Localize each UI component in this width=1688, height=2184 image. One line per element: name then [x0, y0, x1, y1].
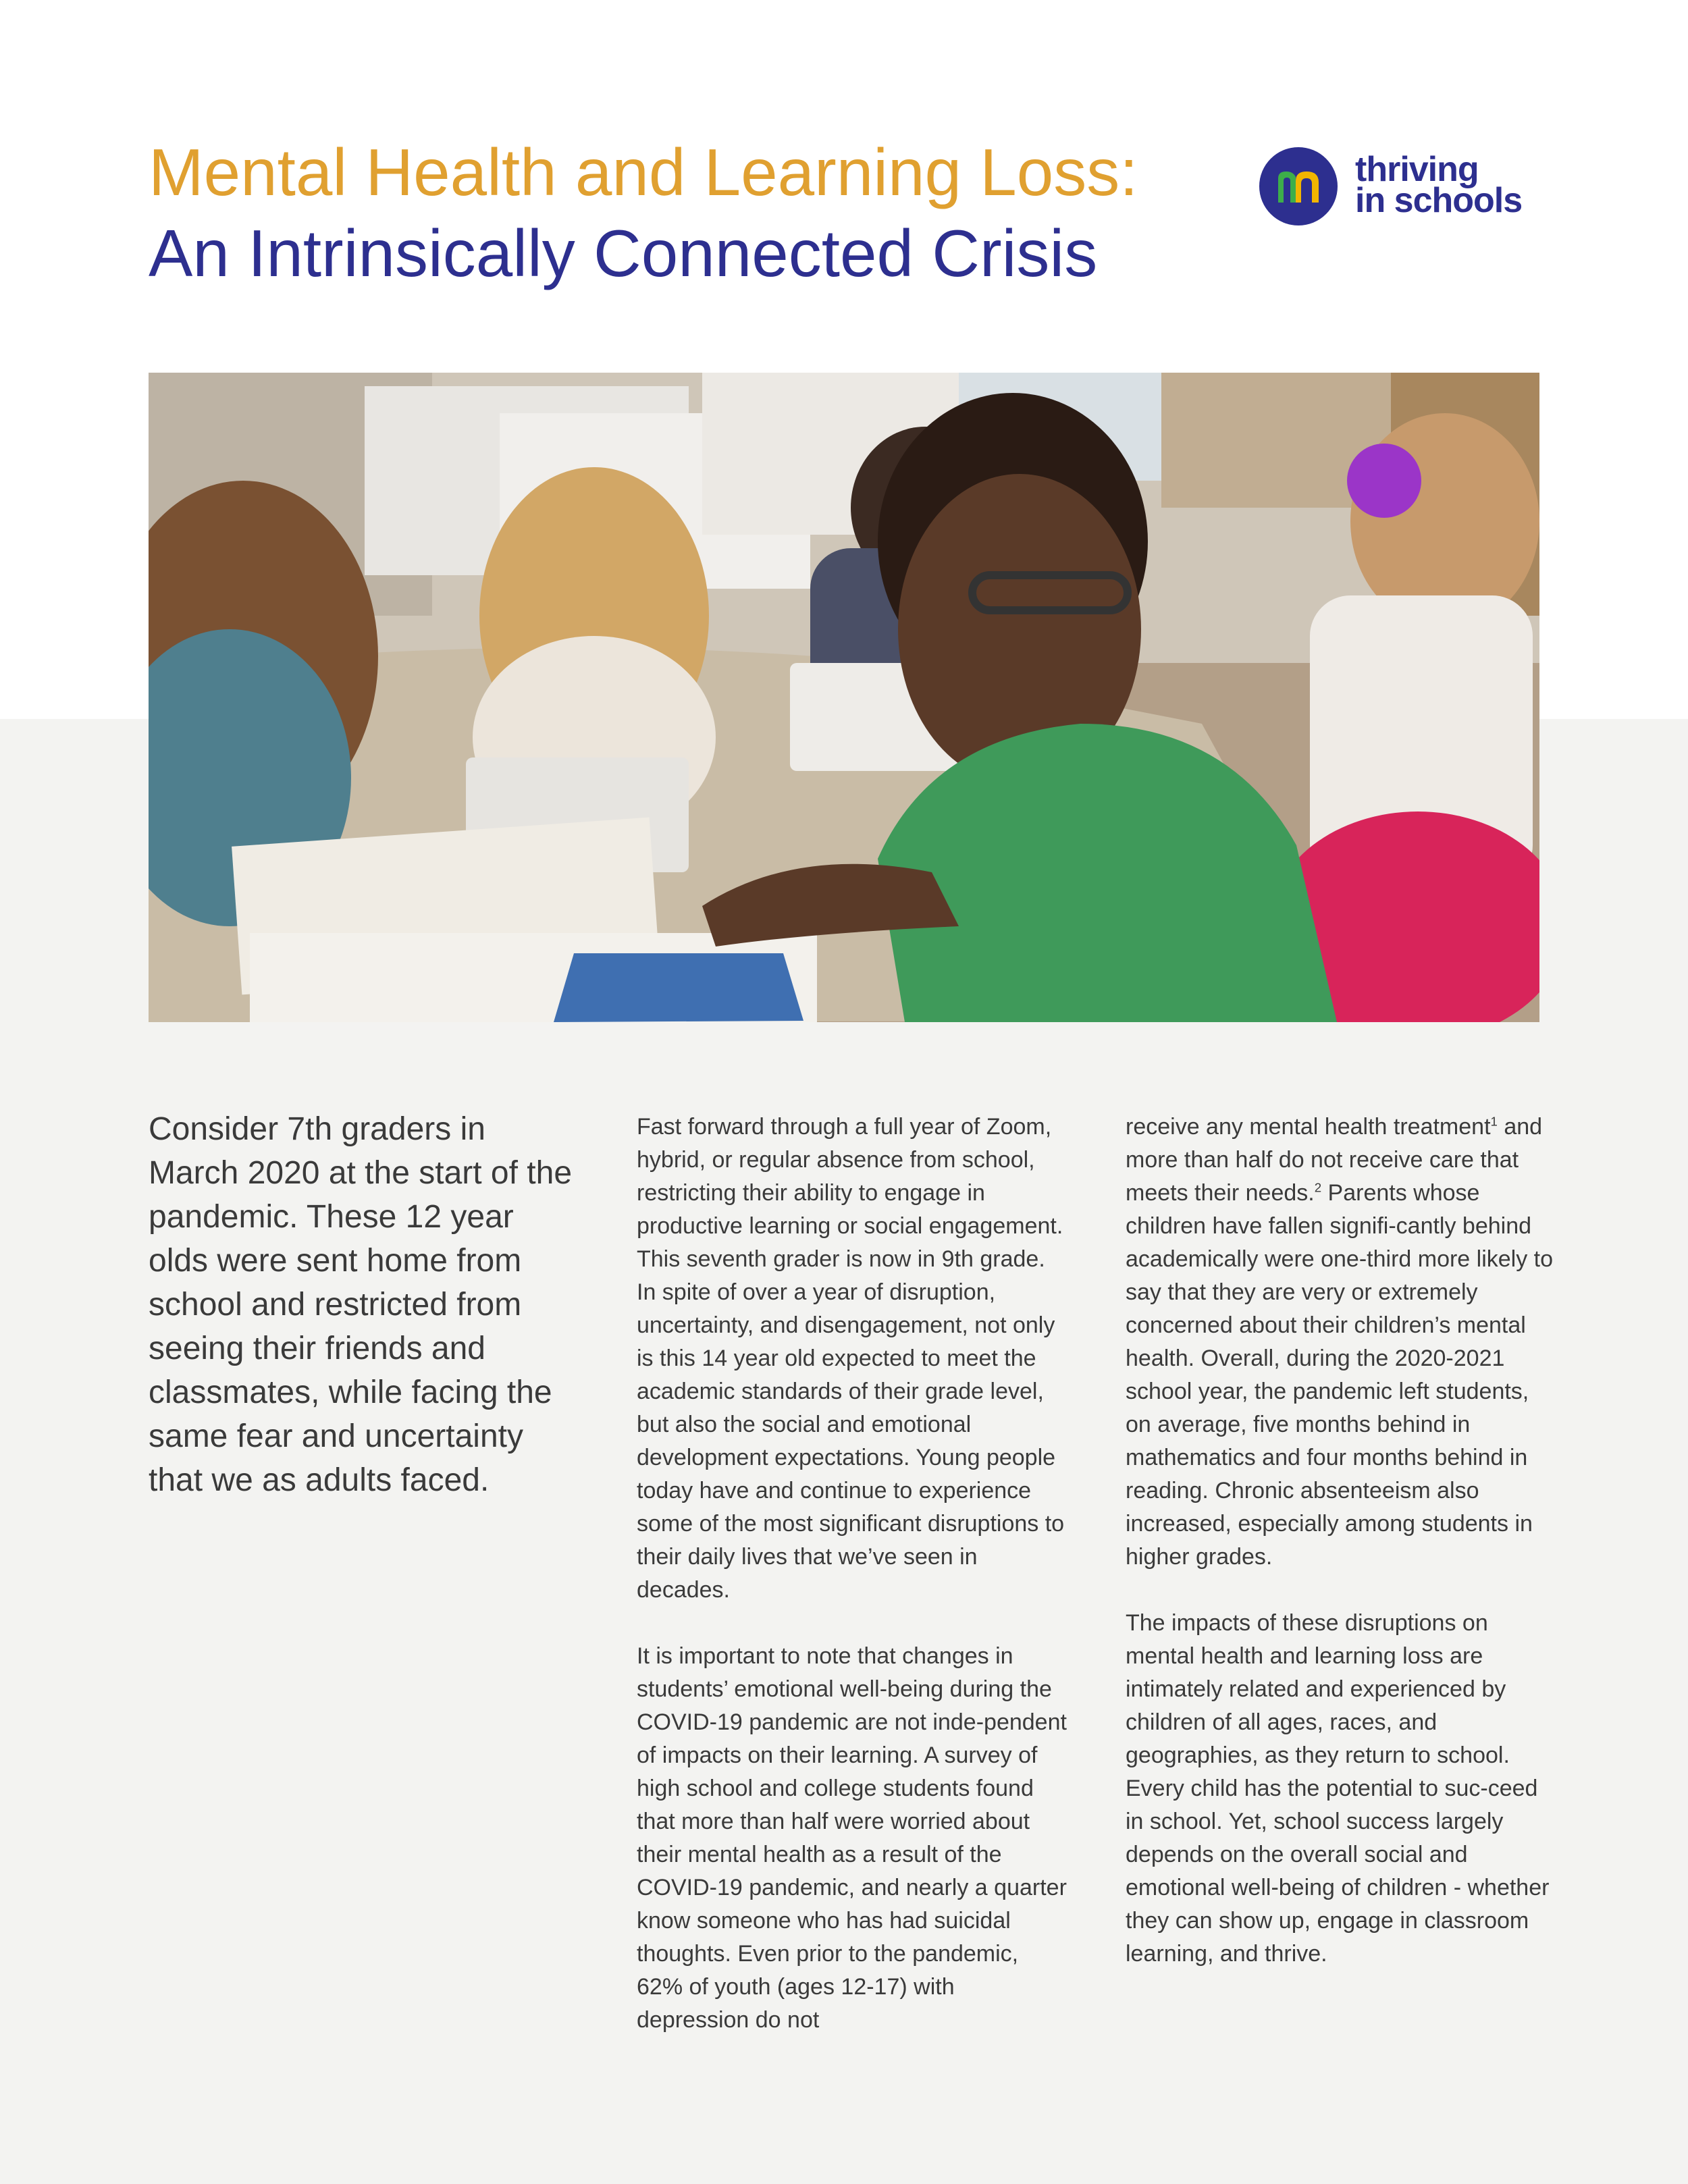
footnote-1: 1 — [1490, 1114, 1498, 1129]
column3-paragraph-1 — [1126, 1111, 1558, 1574]
column3-paragraph-1-part-c: Parents whose children have fallen signifi-cantly behind academically were one-third more likely to say that they are very or extremely concerned about their children’s mental health. Overall, during the 2020-2021 school year, the pandemic left students, on average, five months behind in mathematics and four months behind in reading. Chronic absenteeism also increased, especially among students in higher grades. — [1126, 1180, 1554, 1570]
body-column-3 — [1126, 1111, 1558, 2004]
column3-paragraph-2: The impacts of these disruptions on mental health and learning loss are intimately related and experienced by children of all ages, races, and geographies, as they return to school. Every child has the potential to suc-ceed in school. Yet, school success largely depends on the overall social and emotional well-being of children - whether they can show up, engage in classroom learning, and thrive. — [1126, 1610, 1550, 1967]
thriving-in-schools-logo — [1259, 147, 1543, 227]
title-line-1: Mental Health and Learning Loss: — [149, 135, 1138, 209]
footnote-2: 2 — [1314, 1180, 1322, 1195]
logo-text-line-2: in schools — [1355, 181, 1523, 220]
logo-mark-icon — [1259, 147, 1338, 225]
body-column-2 — [637, 1111, 1069, 2070]
logo-wordmark — [1355, 150, 1523, 220]
logo-text-line-1: thriving — [1355, 150, 1479, 189]
intro-paragraph: Consider 7th graders in March 2020 at the start of the pandemic. These 12 year olds were sent home from school and restricted from seeing their friends and classmates, while facing the same fear and uncertainty that we as adults faced. — [149, 1111, 573, 1498]
column2-paragraph-1: Fast forward through a full year of Zoom, hybrid, or regular absence from school, restricting their ability to engage in productive learning or social engagement. This seventh grader is now in 9th grade. In spite of over a year of disruption, uncertainty, and disengagement, not only is this 14 year old expected to meet the academic standards of their grade level, but also the social and emotional development expectations. Young people today have and continue to experience some of the most significant disruptions to their daily lives that we’ve seen in decades. — [637, 1114, 1065, 1603]
column2-paragraph-2: It is important to note that changes in students’ emotional well-being during the COVID-19 pandemic are not inde-pendent of impacts on their learning. A survey of high school and college students found that more than half were worried about their mental health as a result of the COVID-19 pandemic, and nearly a quarter know someone who has had suicidal thoughts. Even prior to the pandemic, 62% of youth (ages 12-17) with depression do not — [637, 1643, 1067, 2033]
column3-paragraph-1-part-b: and more than half do not receive care that meets their needs. — [1126, 1114, 1543, 1206]
column3-paragraph-1-part-a: receive any mental health treatment — [1126, 1114, 1491, 1140]
title-line-2: An Intrinsically Connected Crisis — [149, 216, 1098, 290]
classroom-photo — [149, 373, 1539, 1022]
